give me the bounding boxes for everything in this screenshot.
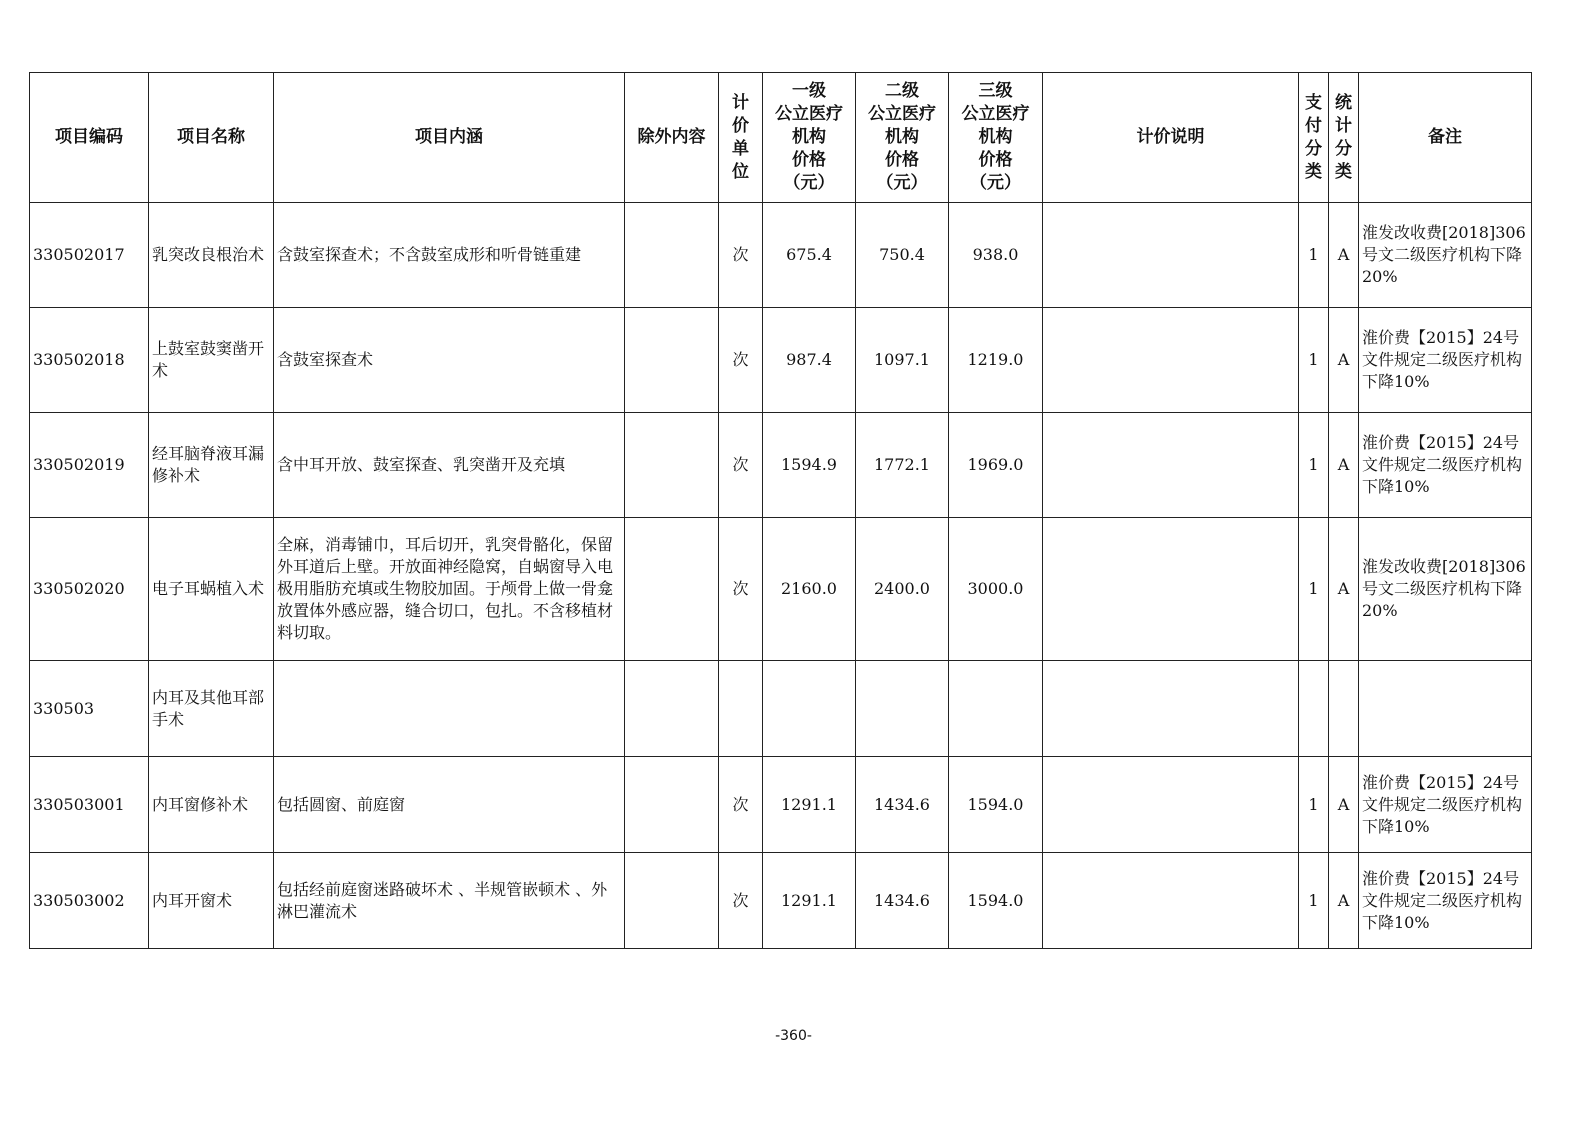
cell-price-level3: 1594.0: [949, 757, 1043, 853]
cell-unit: 次: [719, 203, 763, 308]
cell-stat-class: A: [1329, 308, 1359, 413]
header-pay-class: 支 付 分 类: [1299, 73, 1329, 203]
cell-exclusion: [625, 203, 719, 308]
header-unit: 计 价 单 位: [719, 73, 763, 203]
cell-price-level2: 1434.6: [856, 853, 949, 949]
cell-name: 内耳窗修补术: [149, 757, 274, 853]
header-row: [30, 73, 1532, 203]
cell-stat-class: A: [1329, 853, 1359, 949]
cell-content: 含鼓室探查术；不含鼓室成形和听骨链重建: [274, 203, 625, 308]
cell-content: 含中耳开放、鼓室探查、乳突凿开及充填: [274, 413, 625, 518]
cell-name: 经耳脑脊液耳漏修补术: [149, 413, 274, 518]
table-row: [30, 853, 1532, 949]
cell-pricing-note: [1043, 757, 1299, 853]
cell-stat-class: A: [1329, 413, 1359, 518]
cell-content: 包括经前庭窗迷路破坏术 、半规管嵌顿术 、外淋巴灌流术: [274, 853, 625, 949]
cell-unit: 次: [719, 853, 763, 949]
cell-pricing-note: [1043, 413, 1299, 518]
table-row: [30, 518, 1532, 661]
cell-remark: 淮发改收费[2018]306号文二级医疗机构下降20%: [1359, 518, 1532, 661]
cell-price-level2: [856, 661, 949, 757]
cell-code: 330503002: [30, 853, 149, 949]
cell-price-level2: 750.4: [856, 203, 949, 308]
cell-pay-class: 1: [1299, 413, 1329, 518]
cell-stat-class: A: [1329, 518, 1359, 661]
header-exclusion: 除外内容: [625, 73, 719, 203]
table-row: [30, 203, 1532, 308]
cell-name: 上鼓室鼓窦凿开术: [149, 308, 274, 413]
cell-code: 330502020: [30, 518, 149, 661]
header-code: 项目编码: [30, 73, 149, 203]
cell-price-level3: 1219.0: [949, 308, 1043, 413]
cell-unit: 次: [719, 757, 763, 853]
cell-price-level3: 1594.0: [949, 853, 1043, 949]
table-row: [30, 413, 1532, 518]
cell-content: 全麻，消毒铺巾，耳后切开，乳突骨骼化，保留外耳道后上壁。开放面神经隐窝，自蜗窗导入电极用脂肪充填或生物胶加固。于颅骨上做一骨龛放置体外感应器，缝合切口，包扎。不含移植材料切取。: [274, 518, 625, 661]
cell-remark: [1359, 661, 1532, 757]
cell-remark: 淮价费【2015】24号文件规定二级医疗机构下降10%: [1359, 853, 1532, 949]
cell-price-level3: [949, 661, 1043, 757]
table-row: [30, 757, 1532, 853]
cell-price-level3: 938.0: [949, 203, 1043, 308]
cell-unit: 次: [719, 518, 763, 661]
cell-content: 含鼓室探查术: [274, 308, 625, 413]
cell-remark: 淮发改收费[2018]306号文二级医疗机构下降20%: [1359, 203, 1532, 308]
cell-pay-class: 1: [1299, 518, 1329, 661]
cell-pay-class: 1: [1299, 853, 1329, 949]
cell-pricing-note: [1043, 308, 1299, 413]
cell-pricing-note: [1043, 203, 1299, 308]
cell-pricing-note: [1043, 661, 1299, 757]
cell-name: 内耳开窗术: [149, 853, 274, 949]
cell-exclusion: [625, 413, 719, 518]
cell-price-level1: 2160.0: [763, 518, 856, 661]
cell-price-level3: 1969.0: [949, 413, 1043, 518]
cell-pricing-note: [1043, 853, 1299, 949]
cell-stat-class: A: [1329, 203, 1359, 308]
cell-exclusion: [625, 308, 719, 413]
cell-unit: 次: [719, 413, 763, 518]
cell-price-level1: 1291.1: [763, 853, 856, 949]
cell-pay-class: 1: [1299, 757, 1329, 853]
cell-unit: 次: [719, 308, 763, 413]
cell-content: 包括圆窗、前庭窗: [274, 757, 625, 853]
cell-code: 330502018: [30, 308, 149, 413]
cell-content: [274, 661, 625, 757]
header-price-level1: 一级 公立医疗 机构 价格 （元）: [763, 73, 856, 203]
cell-stat-class: A: [1329, 757, 1359, 853]
cell-remark: 淮价费【2015】24号文件规定二级医疗机构下降10%: [1359, 413, 1532, 518]
cell-code: 330502019: [30, 413, 149, 518]
cell-price-level1: 1594.9: [763, 413, 856, 518]
cell-price-level1: 987.4: [763, 308, 856, 413]
cell-code: 330502017: [30, 203, 149, 308]
page-number: -360-: [775, 1028, 812, 1044]
cell-price-level1: [763, 661, 856, 757]
cell-pay-class: 1: [1299, 203, 1329, 308]
cell-unit: [719, 661, 763, 757]
table-row: [30, 661, 1532, 757]
header-pricing-note: 计价说明: [1043, 73, 1299, 203]
cell-price-level1: 1291.1: [763, 757, 856, 853]
header-stat-class: 统 计 分 类: [1329, 73, 1359, 203]
cell-price-level2: 1097.1: [856, 308, 949, 413]
price-table: [29, 72, 1532, 949]
cell-exclusion: [625, 853, 719, 949]
cell-code: 330503001: [30, 757, 149, 853]
cell-remark: 淮价费【2015】24号文件规定二级医疗机构下降10%: [1359, 308, 1532, 413]
header-remark: 备注: [1359, 73, 1532, 203]
cell-name: 内耳及其他耳部手术: [149, 661, 274, 757]
table-row: [30, 308, 1532, 413]
header-content: 项目内涵: [274, 73, 625, 203]
cell-stat-class: [1329, 661, 1359, 757]
cell-exclusion: [625, 518, 719, 661]
cell-price-level2: 2400.0: [856, 518, 949, 661]
cell-name: 乳突改良根治术: [149, 203, 274, 308]
cell-price-level2: 1434.6: [856, 757, 949, 853]
cell-exclusion: [625, 757, 719, 853]
header-price-level2: 二级 公立医疗 机构 价格 （元）: [856, 73, 949, 203]
cell-price-level1: 675.4: [763, 203, 856, 308]
cell-exclusion: [625, 661, 719, 757]
cell-name: 电子耳蜗植入术: [149, 518, 274, 661]
header-price-level3: 三级 公立医疗 机构 价格 （元）: [949, 73, 1043, 203]
cell-remark: 淮价费【2015】24号文件规定二级医疗机构下降10%: [1359, 757, 1532, 853]
cell-price-level2: 1772.1: [856, 413, 949, 518]
cell-pay-class: 1: [1299, 308, 1329, 413]
cell-code: 330503: [30, 661, 149, 757]
cell-pay-class: [1299, 661, 1329, 757]
cell-price-level3: 3000.0: [949, 518, 1043, 661]
header-name: 项目名称: [149, 73, 274, 203]
cell-pricing-note: [1043, 518, 1299, 661]
